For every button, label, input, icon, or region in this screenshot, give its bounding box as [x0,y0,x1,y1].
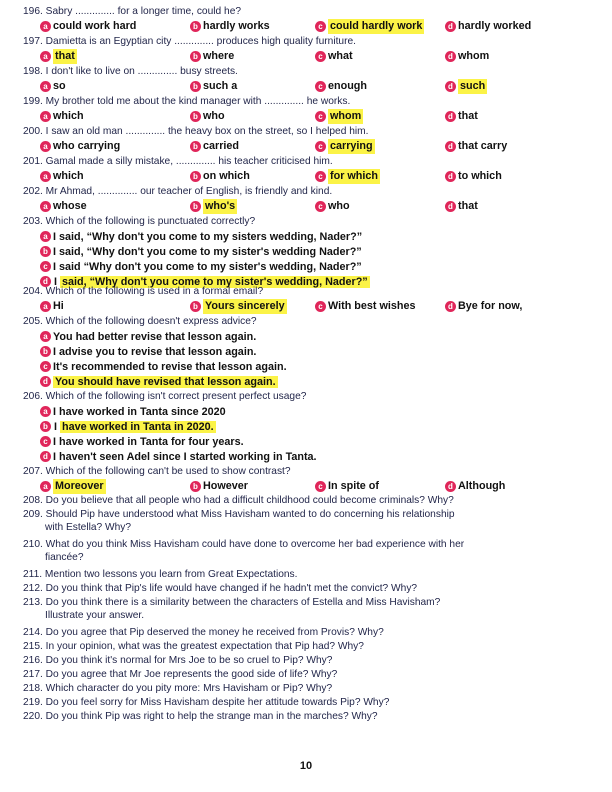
option-c[interactable] [40,434,244,449]
option-b[interactable] [190,479,248,494]
option-letter-badge: b [190,81,201,92]
option-text: who [328,200,350,212]
question-text: Do you think that Pip's life would have changed if he hadn't met the convict? Why? [45,583,418,594]
options-row [23,169,598,184]
option-letter-badge: a [40,141,51,152]
options-row [23,479,598,494]
open-question [23,538,598,564]
question-number: 201. [23,156,43,167]
question-text: Do you feel sorry for Miss Havisham despite her attitude towards Pip? Why? [45,697,390,708]
highlighted-answer: have worked in Tanta in 2020. [62,420,214,433]
question-text: Which of the following isn't correct present perfect usage? [45,391,307,402]
highlighted-answer: for which [330,170,378,182]
option-letter-badge: d [445,141,456,152]
options-row [23,79,598,94]
question-stem [23,35,598,48]
question-number: 203. [23,216,43,227]
option-letter-badge: b [190,201,201,212]
page-number: 10 [299,760,313,772]
open-question [23,568,598,581]
option-letter-badge: c [315,81,326,92]
option-b[interactable] [190,79,237,94]
option-text: enough [328,80,367,92]
option-text: I haven't seen Adel since I started working in Tanta. [53,450,317,463]
highlighted-answer: that [55,50,75,62]
option-text: such a [203,80,238,92]
option-letter-badge: d [445,111,456,122]
option-c[interactable] [315,49,353,64]
option-a[interactable] [40,479,106,494]
question-stem [23,125,598,138]
option-b[interactable] [40,244,362,259]
option-letter-badge: a [40,301,51,312]
option-text: so [53,80,66,92]
question-stem [23,390,598,403]
option-d[interactable] [40,374,278,389]
question-stem [23,95,598,108]
question-number: 214. [23,627,43,638]
highlighted-answer: who's [205,200,236,212]
question-number: 208. [23,495,43,506]
option-text: I said, “Why don't you come to my sisters wedding, Nader?” [53,230,363,243]
option-letter-badge: b [40,346,51,357]
option-text: hardly worked [458,20,532,32]
option-letter-badge: c [315,21,326,32]
open-question [23,626,598,639]
option-d[interactable] [445,479,505,494]
question-number: 206. [23,391,43,402]
question-text: Gamal made a silly mistake, .............. his teacher criticised him. [45,156,333,167]
option-text: could work hard [53,20,137,32]
question-number: 213. [23,597,43,608]
option-letter-badge: d [445,51,456,62]
option-letter-badge: c [315,141,326,152]
question-text-continuation: with Estella? Why? [45,522,132,533]
question-number: 216. [23,655,43,666]
option-a[interactable] [40,109,84,124]
option-letter-badge: c [315,111,326,122]
option-b[interactable] [190,109,225,124]
question-text-continuation: fiancée? [45,552,84,563]
question-stem [23,285,598,298]
option-d[interactable] [445,109,478,124]
option-text: hardly works [203,20,270,32]
option-letter-badge: a [40,481,51,492]
highlighted-answer: whom [330,110,362,122]
question-text: Do you agree that Mr Joe represents the good side of life? Why? [45,669,338,680]
question-text: Which of the following is used in a formal email? [45,286,264,297]
option-letter-badge: c [40,361,51,372]
option-c[interactable] [315,109,363,124]
option-text: which [53,170,84,182]
option-text: Bye for now, [458,300,523,312]
question-text: Should Pip have understood what Miss Havisham wanted to do concerning his relationship [45,509,455,520]
option-text: You had better revise that lesson again. [53,330,257,343]
option-letter-badge: d [445,301,456,312]
option-d[interactable] [445,19,531,34]
option-c[interactable] [315,479,379,494]
question-number: 205. [23,316,43,327]
option-letter-badge: d [445,201,456,212]
option-text: I have worked in Tanta since 2020 [53,405,226,418]
question-text: Sabry .............. for a longer time, could he? [45,6,242,17]
open-question [23,508,598,534]
open-question [23,668,598,681]
question-number: 217. [23,669,43,680]
option-c[interactable] [315,299,416,314]
option-letter-badge: d [445,481,456,492]
option-d[interactable] [445,299,522,314]
highlighted-answer: carrying [330,140,373,152]
option-letter-badge: b [190,111,201,122]
option-letter-badge: d [40,276,51,287]
option-text: where [203,50,235,62]
option-text: whom [458,50,490,62]
option-c[interactable] [315,19,424,34]
option-letter-badge: b [190,301,201,312]
question-number: 197. [23,36,43,47]
option-a[interactable] [40,79,66,94]
option-a[interactable] [40,49,77,64]
option-text: I have worked in Tanta for four years. [53,435,244,448]
option-b[interactable] [190,49,234,64]
option-b[interactable] [190,199,237,214]
question-number: 204. [23,286,43,297]
option-text: who carrying [53,140,121,152]
question-number: 218. [23,683,43,694]
question-number: 202. [23,186,43,197]
option-text: that [458,110,478,122]
option-a[interactable] [40,229,362,244]
question-number: 199. [23,96,43,107]
option-c[interactable] [315,169,380,184]
option-text: that carry [458,140,508,152]
option-d[interactable] [445,49,489,64]
question-text: Do you think Pip was right to help the strange man in the marches? Why? [45,711,378,722]
option-c[interactable] [315,199,350,214]
option-letter-badge: c [315,301,326,312]
option-a[interactable] [40,299,64,314]
question-stem [23,315,598,328]
option-d[interactable] [445,169,502,184]
option-letter-badge: d [40,376,51,387]
question-text: Which of the following is punctuated correctly? [45,216,256,227]
option-letter-badge: a [40,51,51,62]
option-letter-badge: c [315,201,326,212]
option-prefix: I [54,275,60,288]
option-text: I said “Why don't you come to my sister's wedding, Nader?” [53,260,362,273]
option-letter-badge: b [190,21,201,32]
option-text: In spite of [328,480,379,492]
option-text: With best wishes [328,300,416,312]
open-question [23,682,598,695]
open-question [23,654,598,667]
highlighted-answer: such [460,80,486,92]
options-row [23,199,598,214]
option-c[interactable] [315,139,375,154]
option-letter-badge: a [40,406,51,417]
option-b[interactable] [190,299,287,314]
question-text-continuation: Illustrate your answer. [45,610,145,621]
option-letter-badge: a [40,331,51,342]
open-question [23,494,598,507]
option-letter-badge: a [40,111,51,122]
option-b[interactable] [190,139,239,154]
option-letter-badge: a [40,81,51,92]
highlighted-answer: said, “Why don't you come to my sister's wedding, Nader?” [62,275,368,288]
question-text: I don't like to live on .............. busy streets. [45,66,238,77]
options-row [23,139,598,154]
option-text: It's recommended to revise that lesson again. [53,360,287,373]
question-text: Do you think there is a similarity between the characters of Estella and Miss Havisham? [45,597,441,608]
option-letter-badge: c [315,51,326,62]
option-d[interactable] [445,139,507,154]
question-number: 215. [23,641,43,652]
question-text: Do you agree that Pip deserved the money he received from Provis? Why? [45,627,384,638]
question-number: 211. [23,569,43,580]
option-b[interactable] [190,169,250,184]
option-text: what [328,50,353,62]
question-text: What do you think Miss Havisham could have done to overcome her bad experience with her [45,539,465,550]
option-text: Hi [53,300,64,312]
option-letter-badge: d [445,171,456,182]
options-row [23,109,598,124]
options-row [23,299,598,314]
question-number: 200. [23,126,43,137]
option-letter-badge: b [190,481,201,492]
options-row [23,19,598,34]
option-b[interactable] [40,419,216,434]
question-number: 196. [23,6,43,17]
highlighted-answer: could hardly work [330,20,423,32]
option-b[interactable] [190,19,270,34]
option-letter-badge: a [40,21,51,32]
option-a[interactable] [40,199,87,214]
option-c[interactable] [40,359,287,374]
question-stem [23,185,598,198]
option-a[interactable] [40,169,84,184]
open-question [23,596,598,622]
option-letter-badge: b [40,421,51,432]
option-d[interactable] [445,199,478,214]
option-a[interactable] [40,19,136,34]
question-stem [23,155,598,168]
open-question [23,582,598,595]
question-text: My brother told me about the kind manager with .............. he works. [45,96,351,107]
option-letter-badge: d [445,81,456,92]
option-b[interactable] [40,344,256,359]
option-text: Although [458,480,506,492]
option-c[interactable] [40,259,362,274]
question-number: 198. [23,66,43,77]
option-letter-badge: b [190,171,201,182]
option-c[interactable] [315,79,367,94]
question-text: In your opinion, what was the greatest expectation that Pip had? Why? [45,641,364,652]
question-text: Do you think it's normal for Mrs Joe to be so cruel to Pip? Why? [45,655,333,666]
question-number: 220. [23,711,43,722]
option-text: However [203,480,249,492]
highlighted-answer: You should have revised that lesson again. [55,375,276,388]
option-prefix: I [54,420,60,433]
option-text: I advise you to revise that lesson again. [53,345,257,358]
option-text: carried [203,140,240,152]
option-a[interactable] [40,329,256,344]
options-row [23,49,598,64]
question-number: 209. [23,509,43,520]
question-stem [23,65,598,78]
option-text: I said, “Why don't you come to my sister's wedding Nader?” [53,245,362,258]
question-number: 219. [23,697,43,708]
option-letter-badge: a [40,201,51,212]
option-letter-badge: c [40,261,51,272]
question-number: 210. [23,539,43,550]
option-letter-badge: a [40,231,51,242]
question-stem [23,215,598,228]
option-letter-badge: d [40,451,51,462]
option-letter-badge: c [40,436,51,447]
option-a[interactable] [40,404,226,419]
option-text: who [203,110,225,122]
highlighted-answer: Moreover [55,480,104,492]
option-d[interactable] [445,79,487,94]
option-letter-badge: a [40,171,51,182]
question-text: Mr Ahmad, .............. our teacher of English, is friendly and kind. [45,186,333,197]
question-text: Which of the following doesn't express advice? [45,316,257,327]
option-d[interactable] [40,449,317,464]
highlighted-answer: Yours sincerely [205,300,285,312]
question-text: Which of the following can't be used to show contrast? [45,466,291,477]
option-text: to which [458,170,502,182]
option-letter-badge: c [315,481,326,492]
option-letter-badge: c [315,171,326,182]
question-number: 207. [23,466,43,477]
question-text: I saw an old man .............. the heavy box on the street, so I helped him. [45,126,369,137]
question-stem [23,5,598,18]
option-letter-badge: b [190,141,201,152]
option-letter-badge: d [445,21,456,32]
option-letter-badge: b [40,246,51,257]
open-question [23,640,598,653]
option-letter-badge: b [190,51,201,62]
question-text: Do you believe that all people who had a difficult childhood could become criminals? Why? [45,495,454,506]
option-text: that [458,200,478,212]
option-text: which [53,110,84,122]
open-question [23,710,598,723]
option-text: whose [53,200,87,212]
option-a[interactable] [40,139,120,154]
question-text: Which character do you pity more: Mrs Havisham or Pip? Why? [45,683,333,694]
option-text: on which [203,170,250,182]
question-text: Damietta is an Egyptian city .............. produces high quality furniture. [45,36,356,47]
question-text: Mention two lessons you learn from Great Expectations. [44,569,298,580]
question-stem [23,465,598,478]
open-question [23,696,598,709]
question-number: 212. [23,583,43,594]
